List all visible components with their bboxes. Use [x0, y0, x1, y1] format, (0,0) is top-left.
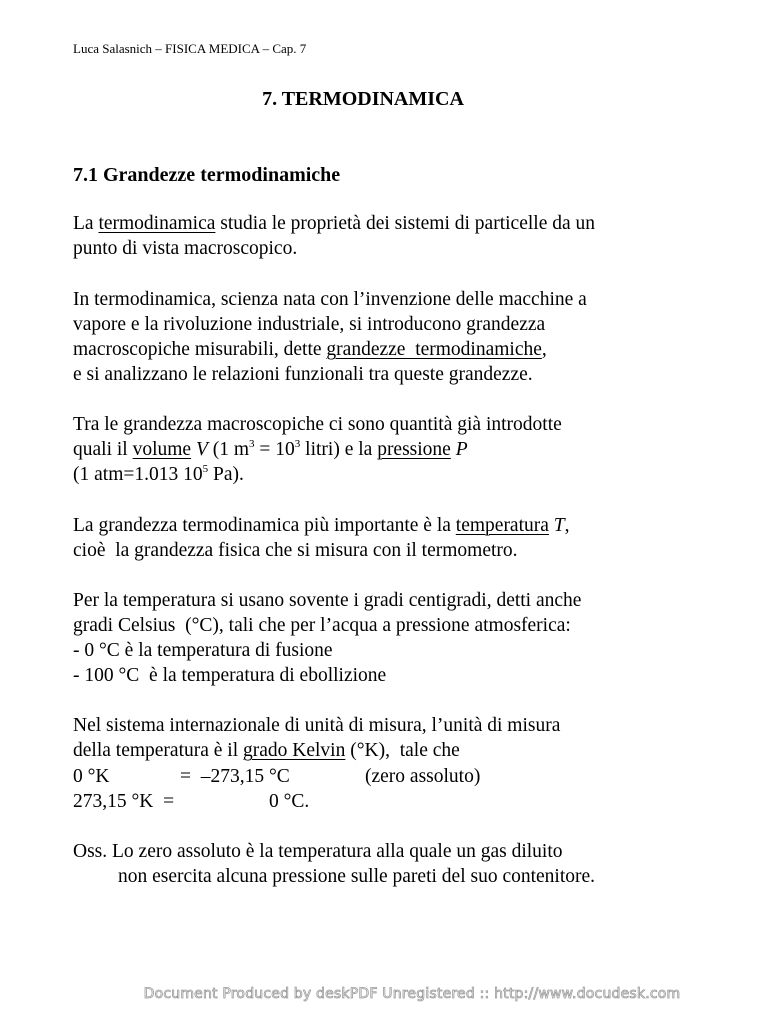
equation-cell: (zero assoluto)	[365, 766, 481, 787]
equation-cell: 0 °K	[73, 766, 110, 787]
paragraph-line: gradi Celsius (°C), tali che per l’acqua a pressione atmosferica:	[73, 615, 571, 636]
equation-cell: 0 °C.	[269, 791, 310, 812]
underlined-term: pressione	[377, 439, 451, 460]
paragraph-line: (1 atm=1.013 $10^5$ Pa).	[73, 463, 244, 485]
equation-cell: 273,15 °K =	[73, 791, 175, 812]
symbol-v: V	[195, 439, 208, 460]
paragraph-line: La grandezza termodinamica più importante è la temperatura T,	[73, 515, 570, 536]
underlined-term: grado Kelvin	[243, 740, 346, 761]
paragraph-line: Oss. Lo zero assoluto è la temperatura alla quale un gas diluito	[73, 841, 563, 862]
watermark-footer: Document Produced by deskPDF Unregistered :: http://www.docudesk.com	[143, 986, 681, 1002]
chapter-title: 7. TERMODINAMICA	[262, 88, 464, 110]
paragraph-line: Tra le grandezza macroscopiche ci sono quantità già introdotte	[73, 414, 562, 435]
paragraph-line: vapore e la rivoluzione industriale, si introducono grandezza	[73, 314, 546, 335]
underlined-term: volume	[132, 439, 192, 460]
underlined-term: termodinamica	[98, 213, 216, 234]
paragraph-line: e si analizzano le relazioni funzionali tra queste grandezze.	[73, 364, 533, 385]
equation-cell: = –273,15 °C	[180, 766, 290, 787]
paragraph-line: In termodinamica, scienza nata con l’invenzione delle macchine a	[73, 289, 587, 310]
symbol-p: P	[455, 439, 468, 460]
running-header: Luca Salasnich – FISICA MEDICA – Cap. 7	[73, 41, 307, 56]
paragraph-line: macroscopiche misurabili, dette grandezze termodinamiche,	[73, 339, 547, 360]
paragraph-line: cioè la grandezza fisica che si misura con il termometro.	[73, 540, 518, 561]
paragraph-line: della temperatura è il grado Kelvin (°K), tale che	[73, 740, 460, 761]
list-item: - 100 °C è la temperatura di ebollizione	[73, 665, 387, 686]
list-item: - 0 °C è la temperatura di fusione	[73, 640, 333, 661]
paragraph-line: punto di vista macroscopico.	[73, 238, 298, 259]
symbol-t: T	[553, 515, 565, 536]
paragraph-line: Nel sistema internazionale di unità di misura, l’unità di misura	[73, 715, 561, 736]
paragraph-line: La termodinamica studia le proprietà dei sistemi di particelle da un	[73, 213, 595, 234]
paragraph-line: Per la temperatura si usano sovente i gradi centigradi, detti anche	[73, 590, 582, 611]
underlined-term: grandezze termodinamiche	[326, 339, 542, 360]
paragraph-line: quali il volume V (1 $m^3 = 10^3$ litri) e la pressione P	[73, 438, 468, 460]
underlined-term: temperatura	[455, 515, 549, 536]
paragraph-line: non esercita alcuna pressione sulle pareti del suo contenitore.	[118, 866, 596, 887]
section-title: 7.1 Grandezze termodinamiche	[73, 164, 341, 186]
